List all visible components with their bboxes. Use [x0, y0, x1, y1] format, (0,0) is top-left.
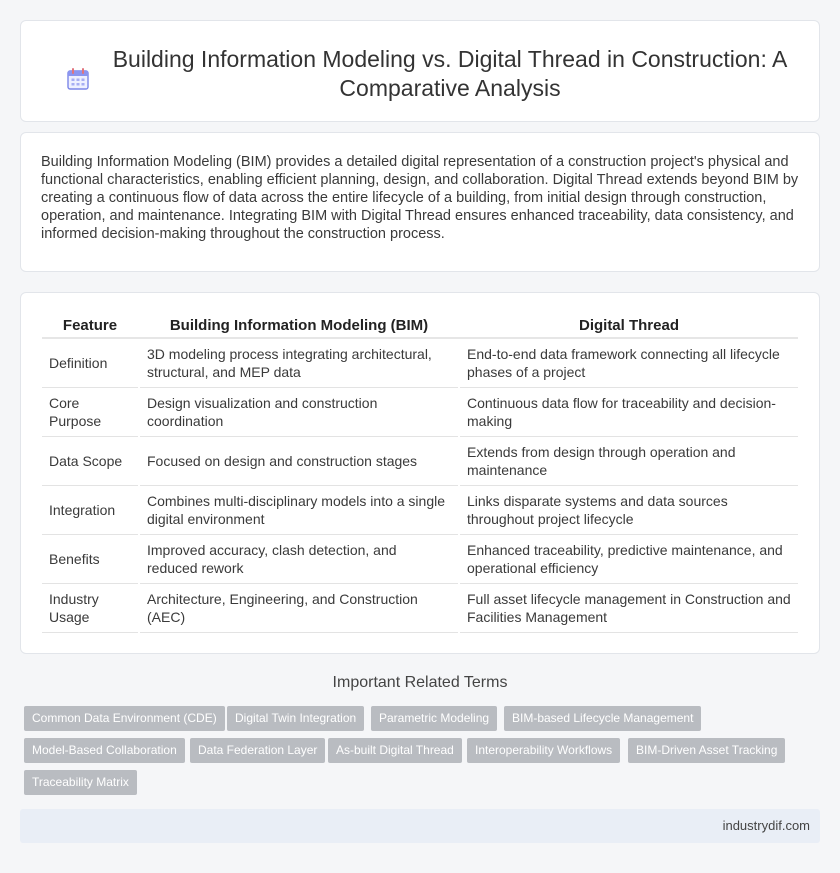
table-row [42, 583, 798, 632]
feature-cell: Core Purpose [42, 387, 139, 436]
bim-cell: Improved accuracy, clash detection, and reduced rework [139, 534, 459, 583]
footer-bar [20, 809, 820, 843]
related-term-tag[interactable]: Data Federation Layer [190, 738, 325, 763]
related-term-tag[interactable]: Model-Based Collaboration [24, 738, 185, 763]
title-card [20, 20, 820, 122]
page-title: Building Information Modeling vs. Digital Thread in Construction: A Comparative Analysis [112, 46, 788, 101]
table-header-row [42, 313, 798, 338]
related-term-tag[interactable]: Parametric Modeling [371, 706, 497, 731]
digital-thread-cell: Full asset lifecycle management in Construction and Facilities Management [459, 583, 798, 632]
column-header-feature: Feature [42, 313, 139, 338]
table-row [42, 485, 798, 534]
digital-thread-cell: Continuous data flow for traceability and decision-making [459, 387, 798, 436]
table-row [42, 338, 798, 387]
footer-site-link[interactable]: industrydif.com [722, 818, 810, 833]
feature-cell: Integration [42, 485, 139, 534]
column-header-bim: Building Information Modeling (BIM) [139, 313, 459, 338]
feature-cell: Definition [42, 338, 139, 387]
feature-cell: Benefits [42, 534, 139, 583]
bim-cell: 3D modeling process integrating architectural, structural, and MEP data [139, 338, 459, 387]
feature-cell: Data Scope [42, 436, 139, 485]
column-header-digital-thread: Digital Thread [459, 313, 798, 338]
calendar-icon [65, 66, 91, 92]
related-terms-heading: Important Related Terms [332, 674, 508, 691]
intro-card [20, 132, 820, 272]
digital-thread-cell: Extends from design through operation and maintenance [459, 436, 798, 485]
bim-cell: Focused on design and construction stages [139, 436, 459, 485]
comparison-table-card [20, 292, 820, 654]
related-term-tag[interactable]: Interoperability Workflows [467, 738, 620, 763]
related-term-tag[interactable]: Digital Twin Integration [227, 706, 364, 731]
intro-paragraph: Building Information Modeling (BIM) provides a detailed digital representation of a construction project's physical and functional characteristics, enabling efficient planning, design, and collaboration. Digital Thread extends beyond BIM by creating a continuous flow of data across the entire lifecycle of a building, from initial design through construction, operation, and maintenance. Integrating BIM with Digital Thread ensures enhanced traceability, data consistency, and informed decision-making throughout the construction process. [41, 154, 799, 242]
digital-thread-cell: Links disparate systems and data sources throughout project lifecycle [459, 485, 798, 534]
bim-cell: Architecture, Engineering, and Construction (AEC) [139, 583, 459, 632]
digital-thread-cell: Enhanced traceability, predictive maintenance, and operational efficiency [459, 534, 798, 583]
comparison-table [42, 313, 798, 633]
related-term-tag[interactable]: Common Data Environment (CDE) [24, 706, 225, 731]
table-row [42, 387, 798, 436]
feature-cell: Industry Usage [42, 583, 139, 632]
table-row [42, 534, 798, 583]
digital-thread-cell: End-to-end data framework connecting all lifecycle phases of a project [459, 338, 798, 387]
bim-cell: Combines multi-disciplinary models into a single digital environment [139, 485, 459, 534]
related-term-tag[interactable]: Traceability Matrix [24, 770, 137, 795]
related-term-tag[interactable]: BIM-Driven Asset Tracking [628, 738, 785, 763]
table-row [42, 436, 798, 485]
bim-cell: Design visualization and construction coordination [139, 387, 459, 436]
related-term-tag[interactable]: As-built Digital Thread [328, 738, 462, 763]
related-term-tag[interactable]: BIM-based Lifecycle Management [504, 706, 701, 731]
